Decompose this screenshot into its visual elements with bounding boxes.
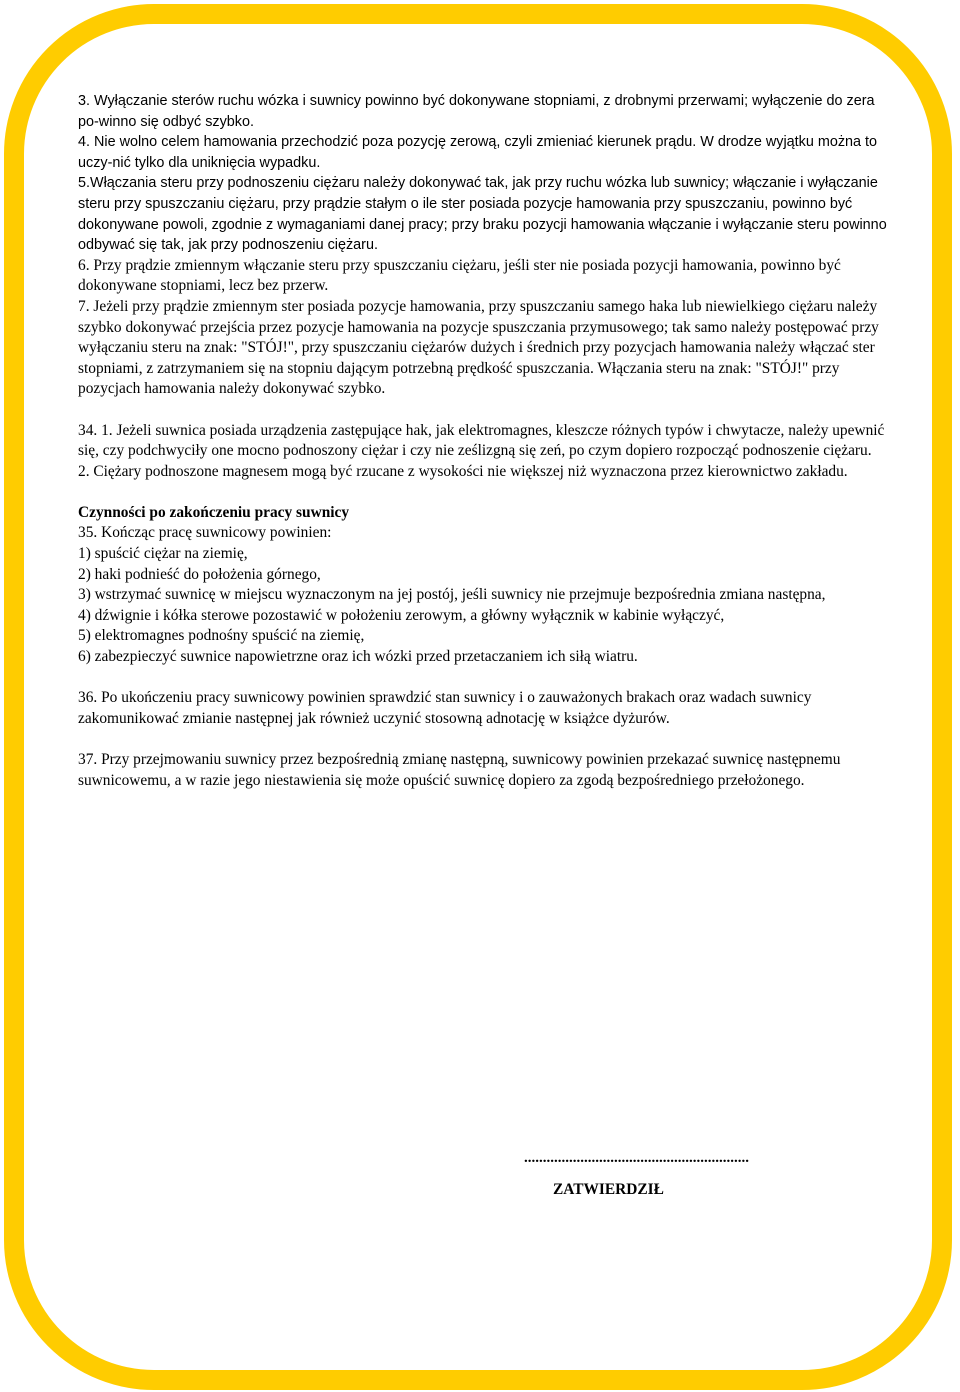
paragraph-4: 4. Nie wolno celem hamowania przechodzić poza pozycję zerową, czyli zmieniać kierunek prądu. W drodze wyjątku można to uczy-nić tylko dla uniknięcia wypadku. [78,134,878,171]
signature-line: ............................................................ [524,1150,749,1166]
paragraph-3: 3. Wyłączanie sterów ruchu wózka i suwnicy powinno być dokonywane stopniami, z drobnymi przerwami; wyłączenie do zera po-winno się odbyć szybko. [78,93,875,130]
paragraph-5: 5.Włączania steru przy podnoszeniu ciężaru należy dokonywać tak, jak przy ruchu wózka lub suwnicy; włączanie i wyłączanie steru przy spuszczaniu ciężaru, przy prądzie stałym o ile ster posiada pozycje hamowania przy spuszczaniu, powinno być dokonywane powoli, zgodnie z wymaganiami danej pracy; przy braku pozycji hamowania włączanie i wyłączanie steru powinno odbywać się tak, jak przy podnoszeniu ciężaru. [78,175,887,254]
paragraph-7: 7. Jeżeli przy prądzie zmiennym ster posiada pozycje hamowania, przy spuszczaniu samego haka lub niewielkiego ciężaru należy szybko dokonywać przejścia przez pozycje hamowania na pozycje spuszczania przymusowego; tak samo należy postępować przy wyłączaniu steru na znak: "STÓJ!", przy spuszczaniu ciężarów dużych i średnich przy pozycjach hamowania należy włączać ster stopniami, z zatrzymaniem się na stopniu dającym potrzebną prędkość spuszczania. Włączania steru na znak: "STÓJ!" przy pozycjach hamowania należy dokonywać szybko. [78,297,879,398]
document-body [78,91,888,791]
paragraph-34-2: 2. Ciężary podnoszone magnesem mogą być rzucane z wysokości nie większej niż wyznaczona przez kierownictwo zakładu. [78,462,848,480]
list-item: 1) spuścić ciężar na ziemię, [78,545,248,563]
section-heading: Czynności po zakończeniu pracy suwnicy [78,503,350,521]
list-item: 6) zabezpieczyć suwnice napowietrzne oraz ich wózki przed przetaczaniem ich siłą wiatru. [78,648,638,666]
paragraph-36: 36. Po ukończeniu pracy suwnicowy powinien sprawdzić stan suwnicy i o zauważonych brakach oraz wadach suwnicy zakomunikować zmianie następnej jak również uczynić stosowną adnotację w książce dyżurów. [78,689,812,727]
paragraph-34-1: 34. 1. Jeżeli suwnica posiada urządzenia zastępujące hak, jak elektromagnes, kleszcze różnych typów i chwytacze, należy upewnić się, czy podchwyciły one mocno podnoszony ciężar i czy nie ześlizgną się zeń, po czym dopiero rozpocząć podnoszenie ciężaru. [78,421,885,460]
list-item: 4) dźwignie i kółka sterowe pozostawić w położeniu zerowym, a główny wyłącznik w kabinie wyłączyć, [78,606,725,624]
spacer [78,668,888,689]
spacer [78,482,888,503]
spacer [78,729,888,750]
spacer [78,400,888,421]
paragraph-37: 37. Przy przejmowaniu suwnicy przez bezpośrednią zmianę następną, suwnicowy powinien przekazać suwnicę następnemu suwnicowemu, a w razie jego niestawienia się może opuścić suwnicę dopiero za zgodą bezpośredniego przełożonego. [78,751,841,789]
list-item: 3) wstrzymać suwnicę w miejscu wyznaczonym na jej postój, jeśli suwnicy nie przejmuje bezpośrednia zmiana następna, [78,586,826,604]
signature-label: ZATWIERDZIŁ [553,1181,664,1198]
section-intro: 35. Kończąc pracę suwnicowy powinien: [78,524,332,542]
list-item: 2) haki podnieść do położenia górnego, [78,565,321,583]
list-item: 5) elektromagnes podnośny spuścić na ziemię, [78,627,365,645]
paragraph-6: 6. Przy prądzie zmiennym włączanie steru przy spuszczaniu ciężaru, jeśli ster nie posiada pozycji hamowania, powinno być dokonywane stopniami, lecz bez przerw. [78,256,841,295]
